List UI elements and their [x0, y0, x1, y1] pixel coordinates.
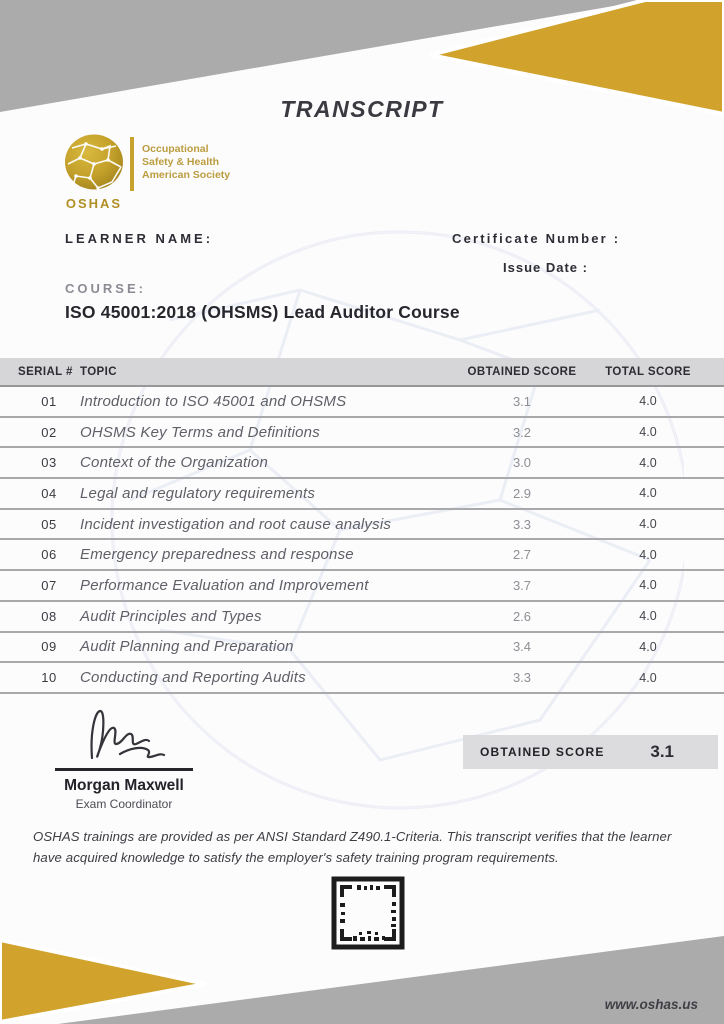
- disclaimer-text: OSHAS trainings are provided as per ANSI Standard Z490.1-Criteria. This transcript verifies that the learner have acquired knowledge to satisfy the employer's safety training program requirements.: [33, 829, 672, 866]
- table-row: [0, 510, 724, 541]
- obtained-score-box: [463, 735, 718, 769]
- table-row: [0, 387, 724, 418]
- table-row: [0, 448, 724, 479]
- topic-cell: Conducting and Reporting Audits: [80, 669, 306, 687]
- table-body: [0, 387, 724, 694]
- score-table: [0, 358, 724, 694]
- qr-code: [331, 876, 405, 950]
- topic-cell: Legal and regulatory requirements: [80, 484, 316, 502]
- serial-cell: 09: [41, 639, 57, 655]
- total-score-cell: 4.0: [639, 609, 657, 624]
- total-score-cell: 4.0: [639, 425, 657, 440]
- total-score-cell: 4.0: [639, 639, 657, 654]
- total-score-cell: 4.0: [639, 394, 657, 409]
- obtained-score-label: OBTAINED SCORE: [480, 745, 605, 759]
- logo-divider: [130, 137, 134, 191]
- logo-name-line: Safety & Health: [142, 156, 220, 168]
- serial-cell: 03: [41, 455, 57, 471]
- globe-icon: [64, 134, 124, 192]
- course-label: COURSE:: [65, 281, 146, 296]
- obtained-score-cell: 2.7: [512, 547, 532, 563]
- obtained-score-cell: 3.1: [512, 393, 532, 409]
- table-header: [0, 358, 724, 387]
- serial-cell: 01: [41, 393, 57, 409]
- obtained-score-cell: 3.3: [512, 670, 532, 686]
- signature-line: [55, 768, 193, 771]
- obtained-score-cell: 3.2: [512, 424, 532, 440]
- topic-cell: Incident investigation and root cause analysis: [80, 515, 392, 533]
- obtained-score-cell: 2.6: [512, 608, 532, 624]
- table-row: [0, 571, 724, 602]
- signatory-name: Morgan Maxwell: [64, 777, 184, 794]
- obtained-score-cell: 2.9: [512, 485, 532, 501]
- obtained-score-cell: 3.0: [512, 455, 532, 471]
- logo-abbr: OSHAS: [65, 196, 123, 211]
- course-title: ISO 45001:2018 (OHSMS) Lead Auditor Course: [65, 302, 460, 322]
- signature-icon: [86, 704, 186, 766]
- total-score-cell: 4.0: [639, 578, 657, 593]
- table-row: [0, 479, 724, 510]
- header-topic: TOPIC: [80, 365, 117, 378]
- obtained-score-cell: 3.4: [512, 639, 532, 655]
- website-url: www.oshas.us: [604, 997, 698, 1012]
- total-score-cell: 4.0: [639, 517, 657, 532]
- obtained-score-cell: 3.3: [512, 516, 532, 532]
- topic-cell: Context of the Organization: [80, 454, 269, 472]
- table-row: [0, 540, 724, 571]
- header-total-score: TOTAL SCORE: [605, 365, 691, 378]
- table-row: [0, 633, 724, 664]
- serial-cell: 08: [41, 608, 57, 624]
- serial-cell: 02: [41, 424, 57, 440]
- total-score-cell: 4.0: [639, 547, 657, 562]
- serial-cell: 05: [41, 516, 57, 532]
- issue-date-label: Issue Date :: [503, 260, 588, 275]
- serial-cell: 04: [41, 485, 57, 501]
- topic-cell: Emergency preparedness and response: [80, 546, 354, 564]
- header-obtained-score: OBTAINED SCORE: [467, 365, 577, 378]
- logo-org-name: [142, 134, 230, 182]
- oshas-logo: [64, 134, 284, 211]
- table-row: [0, 663, 724, 694]
- page-title: TRANSCRIPT: [280, 96, 444, 122]
- topic-cell: Introduction to ISO 45001 and OHSMS: [80, 392, 347, 410]
- topic-cell: Performance Evaluation and Improvement: [80, 576, 369, 594]
- serial-cell: 10: [41, 670, 57, 686]
- learner-name-label: LEARNER NAME:: [65, 231, 214, 246]
- header-serial: SERIAL #: [18, 365, 73, 378]
- topic-cell: OHSMS Key Terms and Definitions: [80, 423, 320, 441]
- total-score-cell: 4.0: [639, 670, 657, 685]
- total-score-cell: 4.0: [639, 455, 657, 470]
- topic-cell: Audit Principles and Types: [80, 607, 262, 625]
- logo-name-line: American Society: [142, 169, 231, 181]
- topic-cell: Audit Planning and Preparation: [80, 638, 294, 656]
- serial-cell: 07: [41, 577, 57, 593]
- serial-cell: 06: [41, 547, 57, 563]
- table-row: [0, 602, 724, 633]
- signatory-title: Exam Coordinator: [75, 797, 173, 811]
- total-score-cell: 4.0: [639, 486, 657, 501]
- obtained-score-cell: 3.7: [512, 577, 532, 593]
- table-row: [0, 418, 724, 449]
- logo-name-line: Occupational: [142, 143, 209, 155]
- certificate-number-label: Certificate Number :: [452, 231, 621, 246]
- obtained-score-value: 3.1: [650, 742, 674, 761]
